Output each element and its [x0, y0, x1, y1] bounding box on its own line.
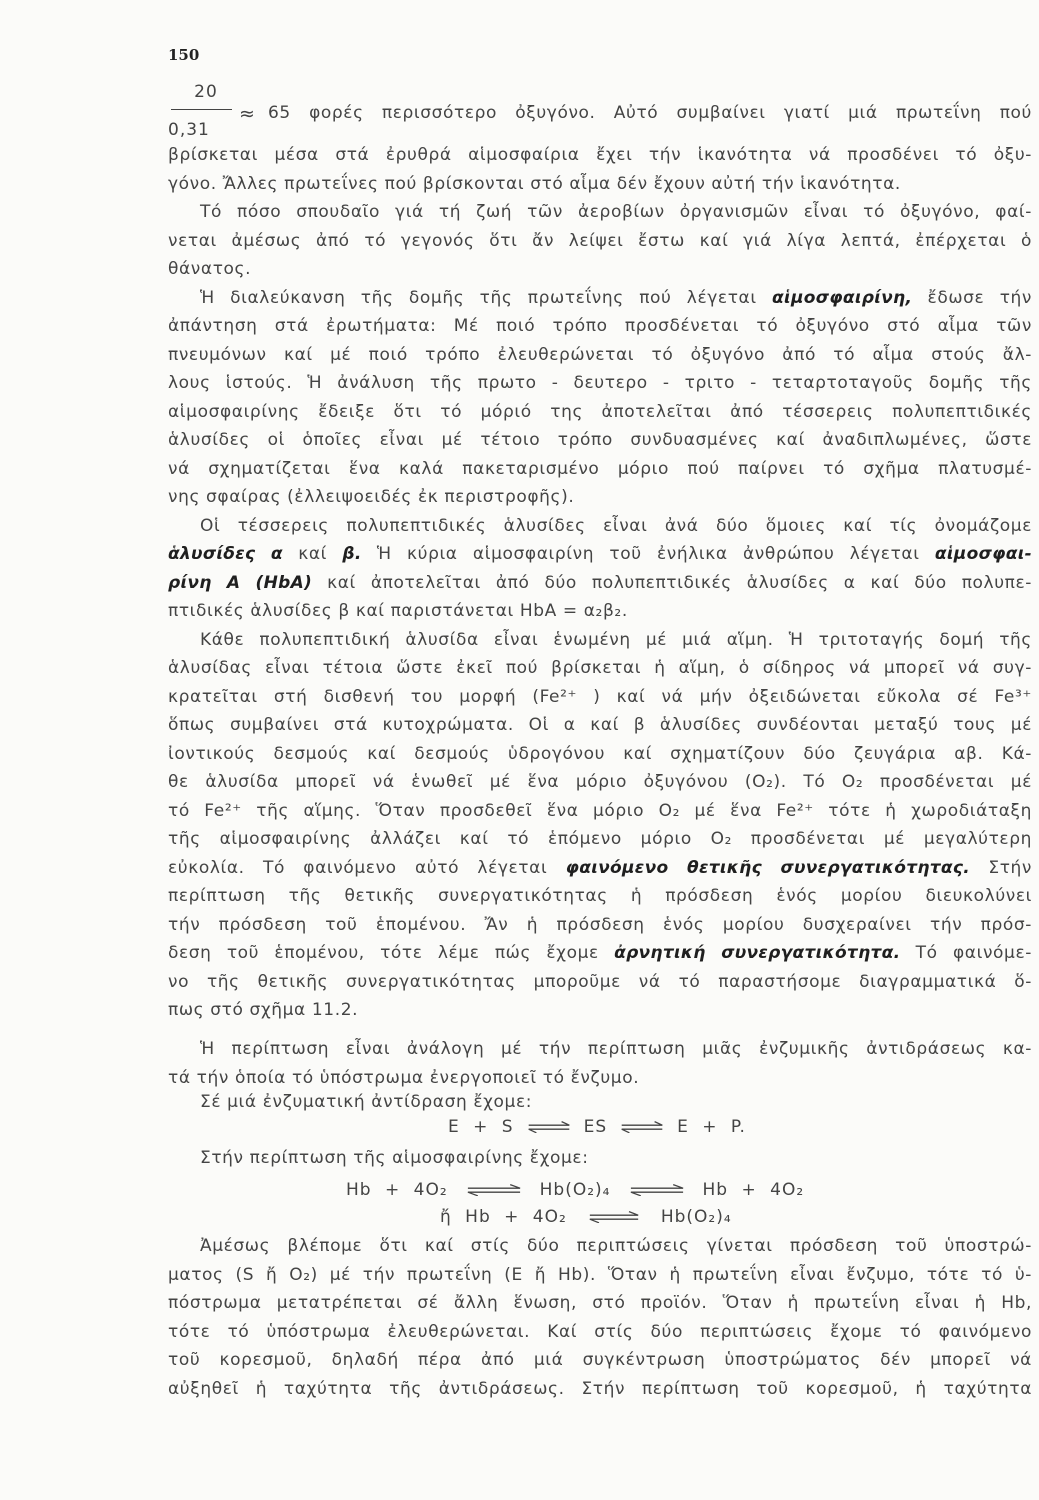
page-number: 150 — [168, 46, 200, 64]
text-line — [168, 882, 1032, 911]
fraction-denominator: 0,31 — [168, 120, 210, 140]
text-line — [168, 683, 1032, 712]
text-line — [168, 483, 1032, 512]
key-term: ἀρνητική συνεργατικότητα. — [614, 943, 901, 963]
text-run: νά σχηματίζεται ἕνα καλά πακεταρισμένο μόριο πού παίρνει τό σχῆμα πλατυσμέ- — [168, 458, 1032, 479]
text-line — [168, 825, 1032, 854]
equation-1 — [168, 1113, 1032, 1142]
text-run: Στήν περίπτωση τῆς αἱμοσφαιρίνης ἔχομε: — [200, 1148, 589, 1168]
equation-3 — [168, 1203, 1032, 1232]
text-run: θάνατος. — [168, 259, 252, 279]
paragraph-3 — [168, 284, 1032, 512]
text-line — [168, 1289, 1032, 1318]
fraction-bar — [171, 109, 232, 110]
text-line — [168, 854, 1032, 883]
equation-term: ES — [583, 1117, 608, 1137]
text-run: Οἱ τέσσερεις πολυπεπτιδικές ἁλυσίδες εἶναι ἀνά δύο ὅμοιες καί τίς ὀνομάζομε — [200, 515, 1032, 536]
text-line — [168, 255, 1032, 284]
key-term: αἱμοσφαιρίνη, — [772, 287, 913, 308]
text-line — [168, 569, 1032, 598]
equilibrium-arrow-icon — [630, 1184, 684, 1196]
text-line — [168, 170, 1032, 199]
equation-term: Hb + 4O₂ — [346, 1180, 448, 1200]
equation-term: ἤ Hb + 4O₂ — [440, 1207, 567, 1227]
key-term: β. — [342, 544, 362, 564]
text-line — [168, 141, 1032, 170]
text-line — [168, 1261, 1032, 1290]
text-line — [168, 626, 1032, 655]
text-run: καί ἀποτελεῖται ἀπό δύο πολυπεπτιδικές ἁλυσίδες α καί δύο πολυπε- — [312, 572, 1032, 593]
text-run: αὐξηθεῖ ἡ ταχύτητα τῆς ἀντιδράσεως. Στήν περίπτωση τοῦ κορεσμοῦ, ἡ ταχύτητα — [168, 1378, 1032, 1399]
text-line — [168, 939, 1032, 968]
text-run: Ἀμέσως βλέπομε ὅτι καί στίς δύο περιπτώσεις γίνεται πρόσδεση τοῦ ὑποστρώ- — [200, 1236, 1032, 1256]
text-line — [168, 768, 1032, 797]
key-term: αἱμοσφαι- — [934, 544, 1032, 564]
paragraph-8 — [168, 1144, 1032, 1173]
text-run: πτιδικές ἁλυσίδες β καί παριστάνεται HbA = α₂β₂. — [168, 601, 628, 621]
text-line — [168, 911, 1032, 940]
text-line — [168, 1035, 1032, 1064]
text-line — [168, 512, 1032, 541]
text-run: ἀπάντηση στά ἐρωτήματα: Μέ ποιό τρόπο προσδένεται τό ὀξυγόνο στό αἷμα τῶν — [168, 316, 1032, 336]
text-run: Ἡ περίπτωση εἶναι ἀνάλογη μέ τήν περίπτωση μιᾶς ἐνζυμικῆς ἀντιδράσεως κα- — [200, 1039, 1032, 1059]
text-run: τότε τό ὑπόστρωμα ἐλευθερώνεται. Καί στίς δύο περιπτώσεις ἔχομε τό φαινόμενο — [168, 1321, 1032, 1342]
text-run: Ἡ διαλεύκανση τῆς δομῆς τῆς πρωτεΐνης πού λέγεται — [200, 287, 773, 308]
key-term: ἁλυσίδες α — [168, 544, 283, 564]
paragraph-4 — [168, 512, 1032, 626]
text-run: τήν πρόσδεση τοῦ ἑπομένου. Ἄν ἡ πρόσδεση ἑνός μορίου δυσχεραίνει τήν πρόσ- — [168, 914, 1032, 935]
text-run: νο τῆς θετικῆς συνεργατικότητας μποροῦμε νά τό παραστήσομε διαγραμματικά ὅ- — [168, 971, 1032, 992]
text-line — [168, 1144, 1032, 1173]
text-run: τό Fe²⁺ τῆς αἵμης. Ὅταν προσδεθεῖ ἕνα μόριο O₂ μέ ἕνα Fe²⁺ τότε ἡ χωροδιάταξη — [168, 800, 1032, 821]
text-run: γόνο. Ἄλλες πρωτεΐνες πού βρίσκονται στό αἷμα δέν ἔχουν αὐτή τήν ἱκανότητα. — [168, 173, 901, 194]
text-run: κρατεῖται στή δισθενή του μορφή (Fe²⁺ ) καί νά μήν ὀξειδώνεται εὔκολα σέ Fe³⁺ — [168, 686, 1032, 707]
text-run: ἁλυσίδας εἶναι τέτοια ὥστε ἐκεῖ πού βρίσκεται ἡ αἵμη, ὁ σίδηρος νά μπορεῖ νά συγ- — [168, 658, 1032, 678]
text-run: ματος (S ἤ O₂) μέ τήν πρωτεΐνη (E ἤ Hb). Ὅταν ἡ πρωτεΐνη εἶναι ἔνζυμο, τότε τό ὑ- — [168, 1264, 1032, 1285]
text-line — [168, 996, 1032, 1025]
text-run: Τό πόσο σπουδαῖο γιά τή ζωή τῶν ἀεροβίων ὀργανισμῶν εἶναι τό ὀξυγόνο, φαί- — [200, 202, 1032, 222]
text-run: τοῦ κορεσμοῦ, δηλαδή πέρα ἀπό μιά συγκέντρωση ὑποστρώματος δέν μπορεῖ νά — [168, 1350, 1032, 1370]
text-run: πνευμόνων καί μέ ποιό τρόπο ἐλευθερώνεται τό ὀξυγόνο ἀπό τό αἷμα στούς ἄλ- — [168, 344, 1032, 365]
key-term: ρίνη A (HbA) — [168, 572, 313, 593]
text-line — [168, 341, 1032, 370]
text-run: λους ἱστούς. Ἡ ἀνάλυση τῆς πρωτο - δευτερο - τριτο - τεταρτοταγοῦς δομῆς τῆς — [168, 373, 1032, 393]
text-line — [168, 540, 1032, 569]
body-text — [168, 141, 1032, 1403]
text-run: θε ἁλυσίδα μπορεῖ νά ἑνωθεῖ μέ ἕνα μόριο ὀξυγόνου (O₂). Τό O₂ προσδένεται μέ — [168, 772, 1032, 792]
text-run: καί — [282, 544, 343, 564]
text-line — [168, 1232, 1032, 1261]
text-run: βρίσκεται μέσα στά ἐρυθρά αἱμοσφαίρια ἔχει τήν ἱκανότητα νά προσδένει τό ὀξυ- — [168, 145, 1032, 165]
text-line — [168, 1346, 1032, 1375]
fraction-numerator: 20 — [194, 82, 218, 102]
equation-term: Hb + 4O₂ — [702, 1180, 805, 1200]
first-text-line: 65 φορές περισσότερο ὀξυγόνο. Αὐτό συμβαίνει γιατί μιά πρωτεΐνη πού — [268, 103, 1032, 123]
text-run: πως στό σχῆμα 11.2. — [168, 1000, 359, 1020]
text-line — [168, 312, 1032, 341]
approx-sign: ≈ — [239, 103, 255, 125]
text-line — [168, 426, 1032, 455]
text-run: πόστρωμα μετατρέπεται σέ ἄλλη ἕνωση, στό προϊόν. Ὅταν ἡ πρωτεΐνη εἶναι ἡ Hb, — [168, 1293, 1032, 1313]
text-line — [168, 740, 1032, 769]
equation-term: E + S — [448, 1117, 514, 1137]
text-line — [168, 797, 1032, 826]
text-run: Ἡ κύρια αἱμοσφαιρίνη τοῦ ἐνήλικα ἀνθρώπου λέγεται — [361, 544, 935, 564]
equilibrium-arrow-icon — [528, 1121, 570, 1133]
text-run: ὅπως συμβαίνει στά κυτοχρώματα. Οἱ α καί β ἁλυσίδες συνδέονται μεταξύ τους μέ — [168, 715, 1032, 735]
text-line — [168, 227, 1032, 256]
paragraph-9 — [168, 1232, 1032, 1403]
equilibrium-arrow-icon — [467, 1184, 521, 1196]
paragraph-1 — [168, 141, 1032, 198]
equation-2 — [168, 1176, 1032, 1205]
text-run: νης σφαίρας (ἐλλειψοειδές ἐκ περιστροφῆς). — [168, 487, 575, 507]
text-line — [168, 284, 1032, 313]
text-run: νεται ἀμέσως ἀπό τό γεγονός ὅτι ἄν λείψει ἔστω καί γιά λίγα λεπτά, ἐπέρχεται ὁ — [168, 230, 1032, 251]
text-line — [168, 597, 1032, 626]
text-line — [168, 369, 1032, 398]
text-run: τά τήν ὁποία τό ὑπόστρωμα ἐνεργοποιεῖ τό ἔνζυμο. — [168, 1067, 640, 1088]
text-run: τῆς αἱμοσφαιρίνης ἀλλάζει καί τό ἑπόμενο μόριο O₂ προσδένεται μέ μεγαλύτερη — [168, 829, 1032, 849]
text-line — [168, 398, 1032, 427]
text-line — [168, 654, 1032, 683]
text-run: Στήν — [970, 857, 1033, 878]
equilibrium-arrow-icon — [589, 1211, 639, 1223]
paragraph-6 — [168, 1035, 1032, 1092]
key-term: φαινόμενο θετικῆς συνεργατικότητας. — [565, 857, 971, 878]
equilibrium-arrow-icon — [621, 1121, 663, 1133]
text-run: ἔδωσε τήν — [912, 287, 1032, 308]
text-run: περίπτωση τῆς θετικῆς συνεργατικότητας ἡ πρόσδεση ἑνός μορίου διευκολύνει — [168, 886, 1032, 906]
text-line — [168, 1318, 1032, 1347]
equation-term: Hb(O₂)₄ — [660, 1207, 732, 1227]
text-run: ἁλυσίδες οἱ ὁποῖες εἶναι μέ τέτοιο τρόπο συνδυασμένες καί ἀναδιπλωμένες, ὥστε — [168, 430, 1032, 450]
text-run: ἰοντικούς δεσμούς καί δεσμούς ὑδρογόνου καί σχηματίζουν δύο ζευγάρια αβ. Κά- — [168, 743, 1032, 764]
paragraph-2 — [168, 198, 1032, 284]
text-run: Τό φαινόμε- — [900, 943, 1032, 963]
text-line — [168, 1375, 1032, 1404]
equation-term: E + P. — [677, 1117, 746, 1137]
equation-term: Hb(O₂)₄ — [539, 1180, 611, 1200]
text-line — [168, 455, 1032, 484]
text-run: δεση τοῦ ἑπομένου, τότε λέμε πώς ἔχομε — [168, 943, 615, 963]
text-run: αἱμοσφαιρίνης ἔδειξε ὅτι τό μόριό της ἀποτελεῖται ἀπό τέσσερεις πολυπεπτιδικές — [168, 401, 1032, 422]
text-line — [168, 198, 1032, 227]
text-run: Σέ μιά ἐνζυματική ἀντίδραση ἔχομε: — [200, 1092, 533, 1112]
paragraph-5 — [168, 626, 1032, 1025]
text-run: εὐκολία. Τό φαινόμενο αὐτό λέγεται — [168, 857, 566, 878]
text-line — [168, 711, 1032, 740]
text-run: Κάθε πολυπεπτιδική ἁλυσίδα εἶναι ἑνωμένη μέ μιά αἵμη. Ἡ τριτοταγής δομή τῆς — [200, 629, 1032, 650]
text-line — [168, 968, 1032, 997]
